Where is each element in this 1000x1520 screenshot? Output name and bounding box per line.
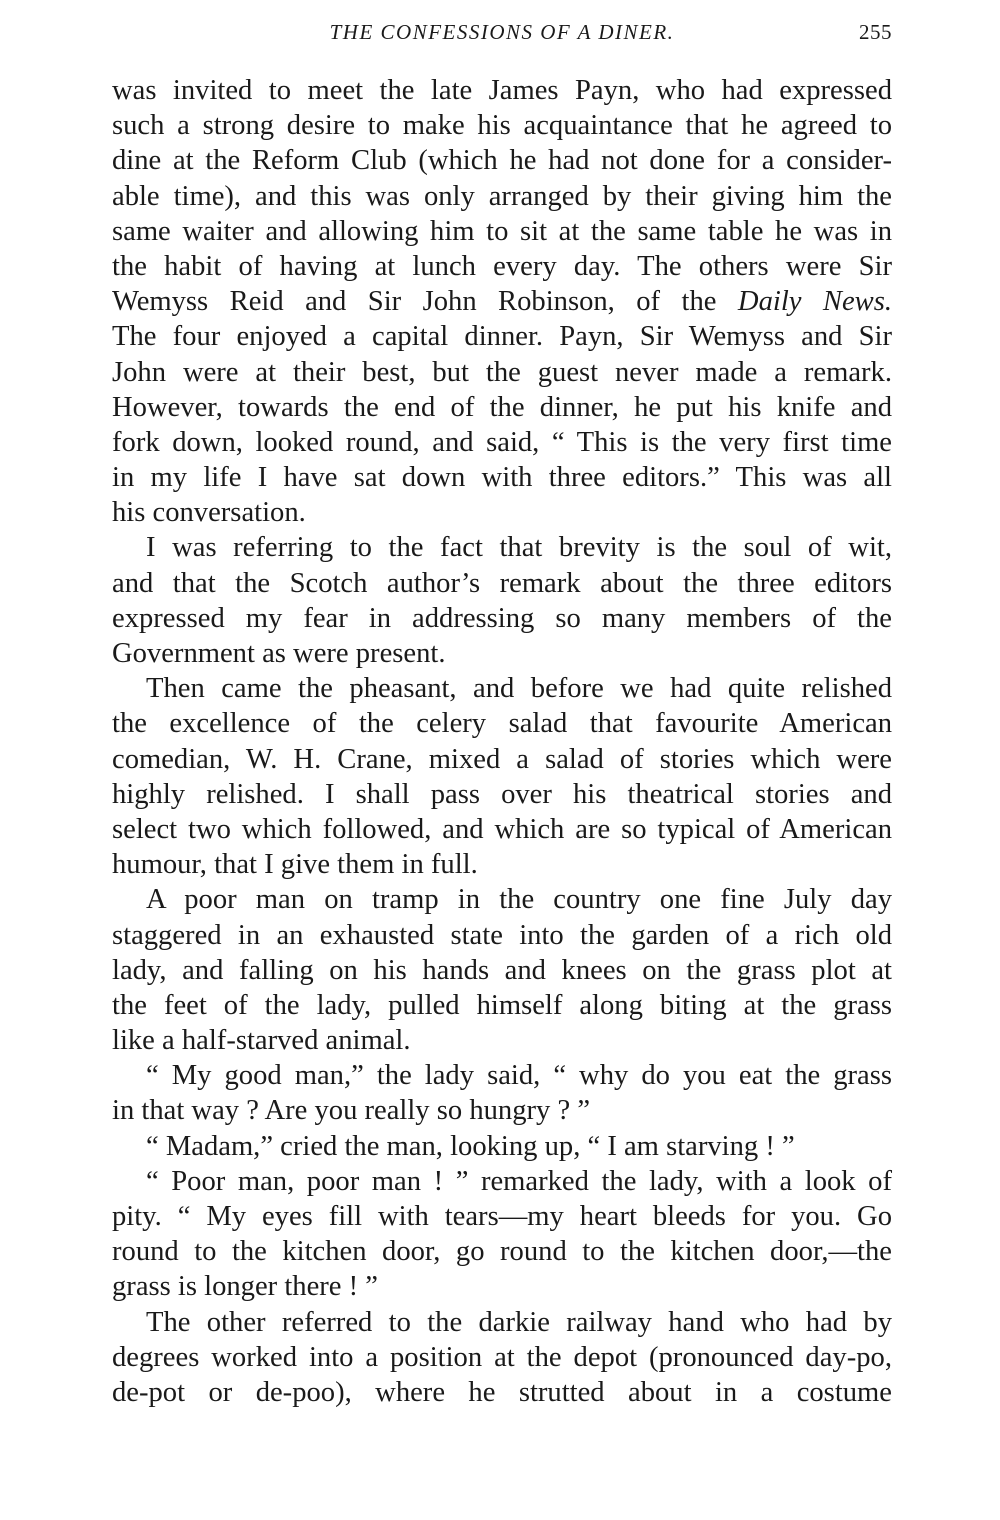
text-line: degrees worked into a position at the depot (pronounced day-po, [112,1341,892,1373]
text-line: lady, and falling on his hands and knees on the grass plot at [112,954,892,986]
newspaper-title: Daily News. [737,286,892,318]
text-line: John were at their best, but the guest never made a remark. [112,356,892,388]
text-line: Then came the pheasant, and before we had quite relished [146,673,892,705]
text-line: However, towards the end of the dinner, he put his knife and [112,391,892,423]
text-line: dine at the Reform Club (which he had not done for a consider- [112,145,892,177]
text-line: the habit of having at lunch every day. The others were Sir [112,250,892,282]
text-line: The other referred to the darkie railway hand who had by [146,1306,892,1338]
text-line: comedian, W. H. Crane, mixed a salad of stories which were [112,743,892,775]
text-line: Government as were present. [112,638,446,669]
text-line: staggered in an exhausted state into the garden of a rich old [112,919,892,951]
text-line: his conversation. [112,497,306,529]
text-line: like a half-starved animal. [112,1025,411,1057]
text-line: “ Poor man, poor man ! ” remarked the lady, with a look of [146,1165,892,1197]
text-line: select two which followed, and which are so typical of American [112,813,892,845]
text-line: “ My good man,” the lady said, “ why do you eat the grass [146,1060,892,1092]
text-line: in that way ? Are you really so hungry ? ” [112,1095,591,1127]
text-line: I was referring to the fact that brevity is the soul of wit, [146,532,892,564]
text-line: pity. “ My eyes fill with tears—my heart bleeds for you. Go [112,1201,892,1232]
text-line: humour, that I give them in full. [112,849,478,881]
text-line: “ Madam,” cried the man, looking up, “ I am starving ! ” [146,1130,795,1162]
text-line: highly relished. I shall pass over his theatrical stories and [112,778,892,810]
text-line: fork down, looked round, and said, “ This is the very first time [112,426,892,458]
text-line: grass is longer there ! ” [112,1271,378,1303]
text-line: the feet of the lady, pulled himself along biting at the grass [112,989,892,1021]
text-line: A poor man on tramp in the country one fine July day [146,884,892,916]
body-text [112,73,892,1410]
text-line-with-italic [112,284,892,319]
page-number: 255 [859,20,892,44]
text-line: same waiter and allowing him to sit at the same table he was in [112,215,892,247]
text-line: in my life I have sat down with three editors.” This was all [112,462,892,494]
running-head [112,20,892,50]
text-line: de-pot or de-poo), where he strutted about in a costume [112,1376,892,1408]
text-line: expressed my fear in addressing so many members of the [112,602,892,634]
text-line: The four enjoyed a capital dinner. Payn, Sir Wemyss and Sir [112,321,892,353]
text-line: able time), and this was only arranged by their giving him the [112,180,892,212]
text-line: the excellence of the celery salad that favourite American [112,708,892,740]
text-line: round to the kitchen door, go round to the kitchen door,—the [112,1236,892,1268]
text-line: such a strong desire to make his acquaintance that he agreed to [112,110,892,142]
text-line: and that the Scotch author’s remark about the three editors [112,567,892,599]
running-title: THE CONFESSIONS OF A DINER. [329,20,675,44]
text-line: Wemyss Reid and Sir John Robinson, of the [112,286,717,318]
text-line: was invited to meet the late James Payn, who had expressed [112,75,892,106]
